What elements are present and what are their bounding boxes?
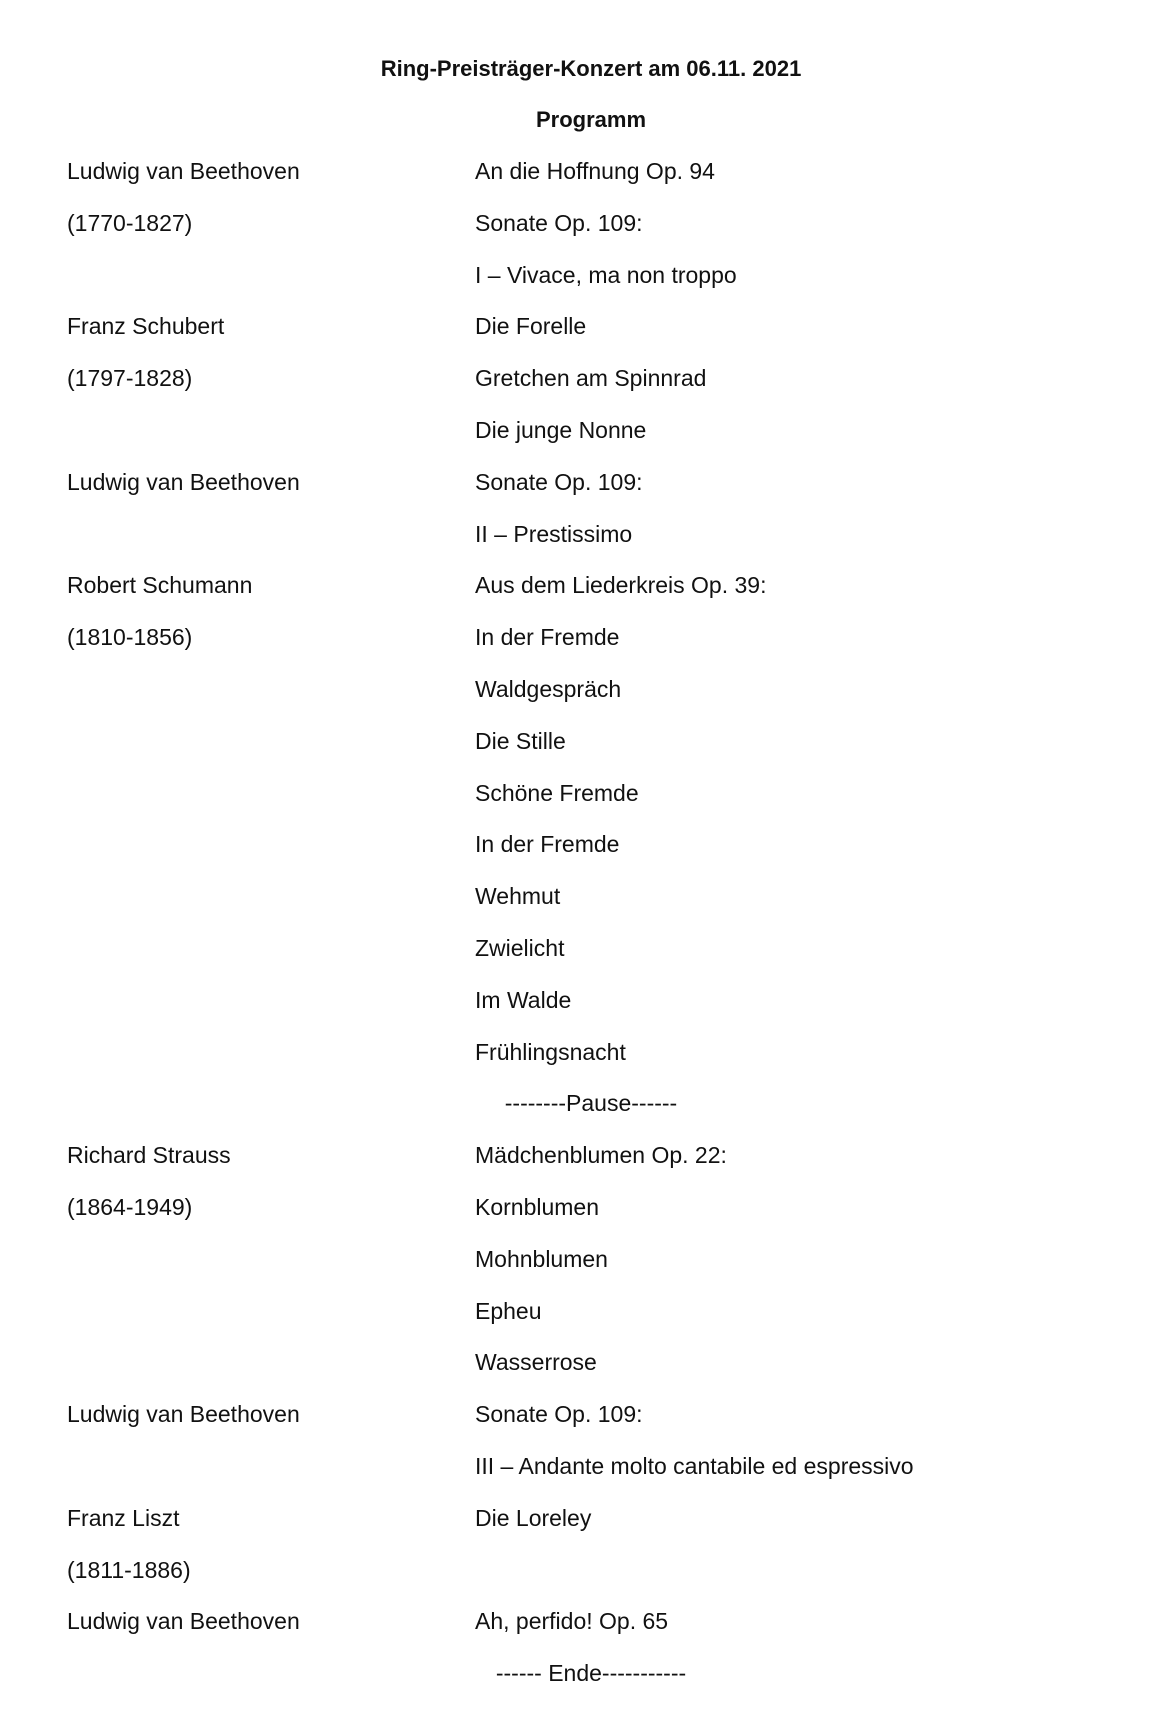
work-cell: Sonate Op. 109: — [475, 468, 643, 495]
composer-cell: Richard Strauss — [67, 1142, 231, 1169]
program-row — [0, 623, 1156, 675]
work-cell: Wehmut — [475, 883, 561, 910]
work-cell: In der Fremde — [475, 624, 620, 651]
composer-cell: Robert Schumann — [67, 572, 253, 599]
end-separator-row — [0, 1659, 1156, 1711]
program-row — [0, 157, 1156, 209]
composer-cell: Ludwig van Beethoven — [67, 468, 300, 495]
work-cell: Sonate Op. 109: — [475, 209, 643, 236]
pause-separator: --------Pause------ — [504, 1090, 678, 1117]
program-row — [0, 1038, 1156, 1090]
program-row — [0, 1245, 1156, 1297]
program-row — [0, 1297, 1156, 1349]
composer-cell: (1770-1827) — [67, 209, 193, 236]
program-row — [0, 1556, 1156, 1608]
program-row — [0, 416, 1156, 468]
work-cell: An die Hoffnung Op. 94 — [475, 158, 715, 184]
work-cell: Gretchen am Spinnrad — [475, 365, 707, 392]
program-list — [0, 157, 1156, 1711]
program-row — [0, 1400, 1156, 1452]
program-row — [0, 364, 1156, 416]
composer-cell: (1797-1828) — [67, 365, 193, 392]
program-row — [0, 986, 1156, 1038]
program-row — [0, 1193, 1156, 1245]
program-row — [0, 1607, 1156, 1659]
page-title: Ring-Preisträger-Konzert am 06.11. 2021 — [380, 56, 802, 81]
program-row — [0, 934, 1156, 986]
work-cell: III – Andante molto cantabile ed espressivo — [475, 1452, 914, 1479]
composer-cell: Franz Liszt — [67, 1504, 180, 1531]
work-cell: Die Stille — [475, 727, 566, 754]
program-row — [0, 830, 1156, 882]
composer-cell: Franz Schubert — [67, 313, 225, 340]
pause-separator-row — [0, 1089, 1156, 1141]
page-subtitle: Programm — [535, 107, 647, 132]
program-row — [0, 882, 1156, 934]
work-cell: Mädchenblumen Op. 22: — [475, 1142, 727, 1169]
end-separator: ------ Ende----------- — [495, 1660, 687, 1687]
work-cell: In der Fremde — [475, 831, 620, 858]
work-cell: Ah, perfido! Op. 65 — [475, 1608, 669, 1635]
composer-cell: (1864-1949) — [67, 1193, 193, 1220]
program-row — [0, 1504, 1156, 1556]
program-row — [0, 1348, 1156, 1400]
program-row — [0, 675, 1156, 727]
work-cell: Waldgespräch — [475, 675, 622, 702]
program-row — [0, 727, 1156, 779]
program-row — [0, 312, 1156, 364]
composer-cell: Ludwig van Beethoven — [67, 158, 300, 184]
program-row — [0, 520, 1156, 572]
work-cell: Im Walde — [475, 986, 572, 1013]
work-cell: Kornblumen — [475, 1193, 600, 1220]
work-cell: Wasserrose — [475, 1349, 597, 1376]
work-cell: Schöne Fremde — [475, 779, 639, 806]
program-row — [0, 779, 1156, 831]
work-cell: II – Prestissimo — [475, 520, 633, 547]
program-row — [0, 261, 1156, 313]
program-row — [0, 571, 1156, 623]
program-row — [0, 1141, 1156, 1193]
work-cell: Aus dem Liederkreis Op. 39: — [475, 572, 767, 599]
program-row — [0, 209, 1156, 261]
composer-cell: (1810-1856) — [67, 624, 193, 651]
program-row — [0, 1452, 1156, 1504]
composer-cell: Ludwig van Beethoven — [67, 1401, 300, 1428]
program-row — [0, 468, 1156, 520]
work-cell: Die Forelle — [475, 313, 587, 340]
work-cell: Die Loreley — [475, 1504, 592, 1531]
work-cell: Mohnblumen — [475, 1245, 608, 1272]
work-cell: Epheu — [475, 1297, 542, 1324]
composer-cell: (1811-1886) — [67, 1556, 191, 1583]
work-cell: Frühlingsnacht — [475, 1038, 626, 1065]
work-cell: Die junge Nonne — [475, 416, 647, 443]
work-cell: Zwielicht — [475, 934, 565, 961]
work-cell: Sonate Op. 109: — [475, 1401, 643, 1428]
work-cell: I – Vivace, ma non troppo — [475, 261, 737, 288]
composer-cell: Ludwig van Beethoven — [67, 1608, 300, 1635]
